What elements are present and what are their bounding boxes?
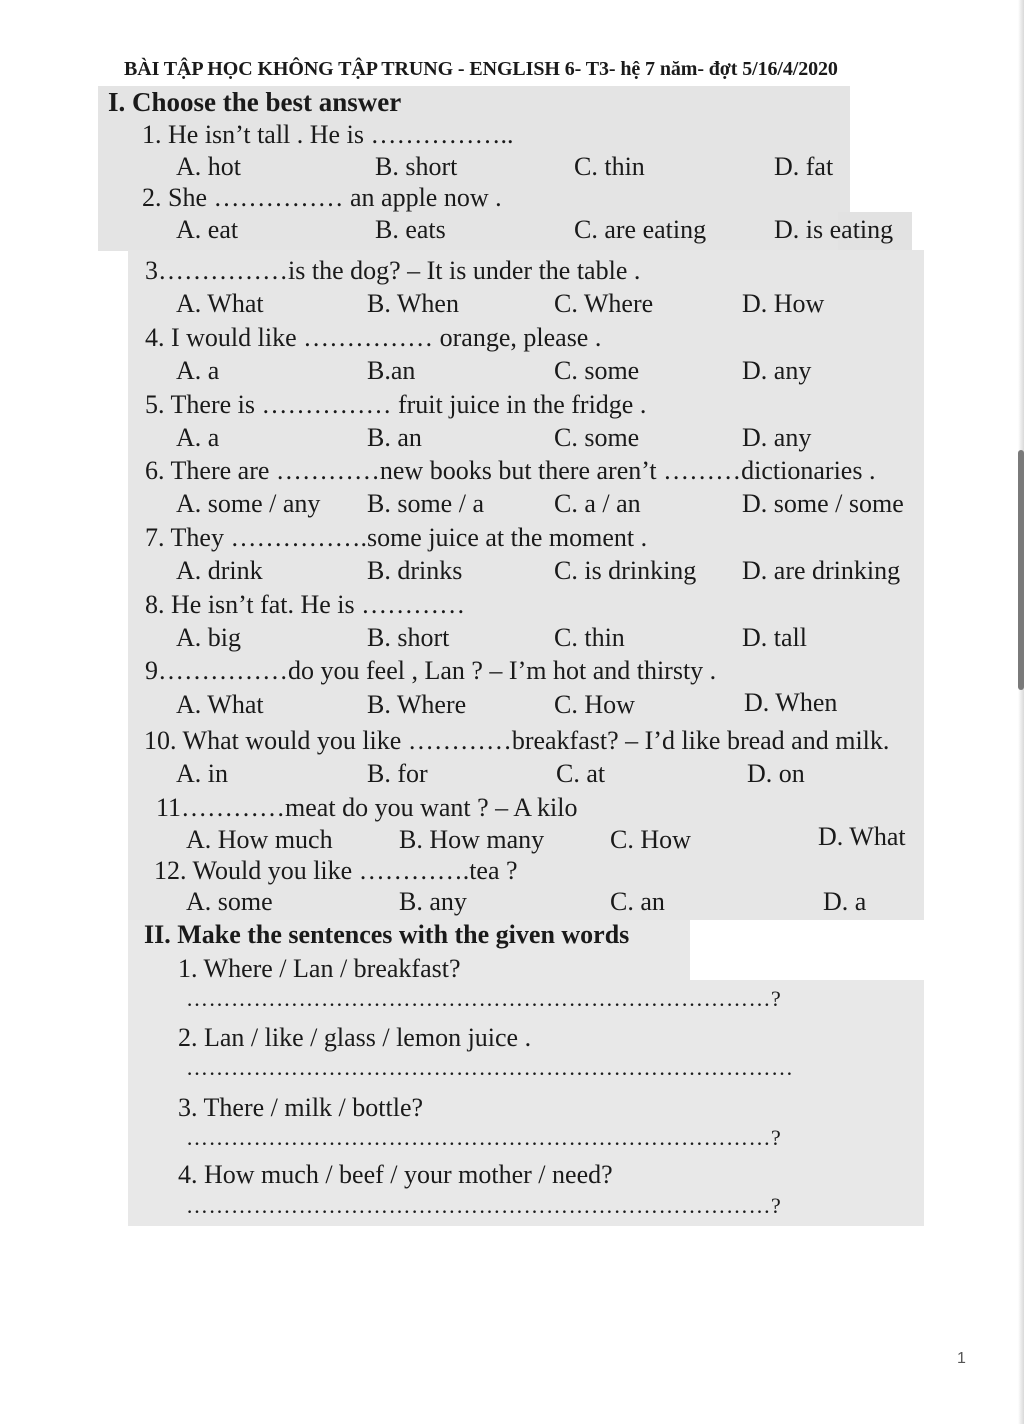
q5-option-d: D. any [742, 423, 812, 452]
question-8: 8. He isn’t fat. He is ………… [145, 590, 466, 619]
q6-option-b: B. some / a [367, 489, 484, 518]
page-edge-shadow [1018, 0, 1024, 1424]
q6-option-c: C. a / an [554, 489, 641, 518]
q8-option-d: D. tall [742, 623, 807, 652]
q8-option-c: C. thin [554, 623, 625, 652]
sentence-item-2: 2. Lan / like / glass / lemon juice . [178, 1023, 532, 1052]
page-number: 1 [957, 1350, 966, 1367]
q9-option-a: A. What [176, 690, 264, 719]
q12-option-b: B. any [399, 887, 467, 916]
question-1: 1. He isn’t tall . He is …………….. [142, 120, 514, 149]
q10-option-c: C. at [556, 759, 606, 788]
q11-option-c: C. How [610, 825, 691, 854]
q3-option-d: D. How [742, 289, 825, 318]
q1-option-b: B. short [375, 152, 458, 181]
q6-option-d: D. some / some [742, 489, 904, 518]
q7-option-d: D. are drinking [742, 556, 901, 585]
answer-line-3[interactable]: ……………………………………………………………………? [186, 1125, 782, 1150]
answer-line-4[interactable]: ……………………………………………………………………? [186, 1193, 782, 1218]
q6-option-a: A. some / any [176, 489, 321, 518]
question-10: 10. What would you like …………breakfast? – I’d like bread and milk. [144, 726, 890, 755]
question-12: 12. Would you like ………….tea ? [154, 856, 518, 885]
question-6: 6. There are …………new books but there aren’t ………dictionaries . [145, 456, 876, 485]
sentence-item-1: 1. Where / Lan / breakfast? [178, 954, 461, 983]
q12-option-c: C. an [610, 887, 665, 916]
answer-line-1[interactable]: ……………………………………………………………………? [186, 986, 782, 1011]
q2-option-b: B. eats [375, 215, 446, 244]
q5-option-b: B. an [367, 423, 422, 452]
q11-option-a: A. How much [186, 825, 333, 854]
q8-option-a: A. big [176, 623, 241, 652]
q2-option-c: C. are eating [574, 215, 707, 244]
q7-option-b: B. drinks [367, 556, 463, 585]
q10-option-b: B. for [367, 759, 428, 788]
q11-option-b: B. How many [399, 825, 545, 854]
q4-option-c: C. some [554, 356, 640, 385]
q4-option-b: B.an [367, 356, 416, 385]
q3-option-c: C. Where [554, 289, 654, 318]
worksheet-title: BÀI TẬP HỌC KHÔNG TẬP TRUNG - ENGLISH 6- T3- hệ 7 năm- đợt 5/16/4/2020 [124, 58, 838, 80]
q10-option-d: D. on [747, 759, 805, 788]
q1-option-c: C. thin [574, 152, 645, 181]
scrollbar-thumb[interactable] [1018, 450, 1024, 690]
q9-option-c: C. How [554, 690, 635, 719]
q12-option-a: A. some [186, 887, 273, 916]
q11-option-d: D. What [818, 822, 906, 851]
q9-option-d: D. When [744, 688, 838, 717]
q2-option-a: A. eat [176, 215, 239, 244]
question-2: 2. She …………… an apple now . [142, 183, 502, 212]
question-9: 9……………do you feel , Lan ? – I’m hot and thirsty . [145, 656, 717, 685]
q1-option-d: D. fat [774, 152, 834, 181]
q9-option-b: B. Where [367, 690, 467, 719]
sentence-item-3: 3. There / milk / bottle? [178, 1093, 424, 1122]
q7-option-a: A. drink [176, 556, 263, 585]
scan-blank-notch [690, 920, 924, 980]
q3-option-a: A. What [176, 289, 264, 318]
q10-option-a: A. in [176, 759, 228, 788]
q1-option-a: A. hot [176, 152, 241, 181]
q5-option-c: C. some [554, 423, 640, 452]
q12-option-d: D. a [823, 887, 867, 916]
question-7: 7. They …………….some juice at the moment . [145, 523, 648, 552]
q3-option-b: B. When [367, 289, 459, 318]
q8-option-b: B. short [367, 623, 450, 652]
question-3: 3……………is the dog? – It is under the table . [145, 256, 641, 285]
section-1-heading: I. Choose the best answer [108, 87, 402, 117]
sentence-item-4: 4. How much / beef / your mother / need? [178, 1160, 613, 1189]
section-2-heading: II. Make the sentences with the given words [144, 920, 630, 949]
q7-option-c: C. is drinking [554, 556, 697, 585]
q4-option-d: D. any [742, 356, 812, 385]
question-4: 4. I would like …………… orange, please . [145, 323, 602, 352]
q5-option-a: A. a [176, 423, 220, 452]
q2-option-d: D. is eating [774, 215, 894, 244]
q4-option-a: A. a [176, 356, 220, 385]
question-5: 5. There is …………… fruit juice in the fridge . [145, 390, 647, 419]
answer-line-2[interactable]: ……………………………………………………………………… [186, 1055, 794, 1080]
question-11: 11…………meat do you want ? – A kilo [156, 793, 578, 822]
